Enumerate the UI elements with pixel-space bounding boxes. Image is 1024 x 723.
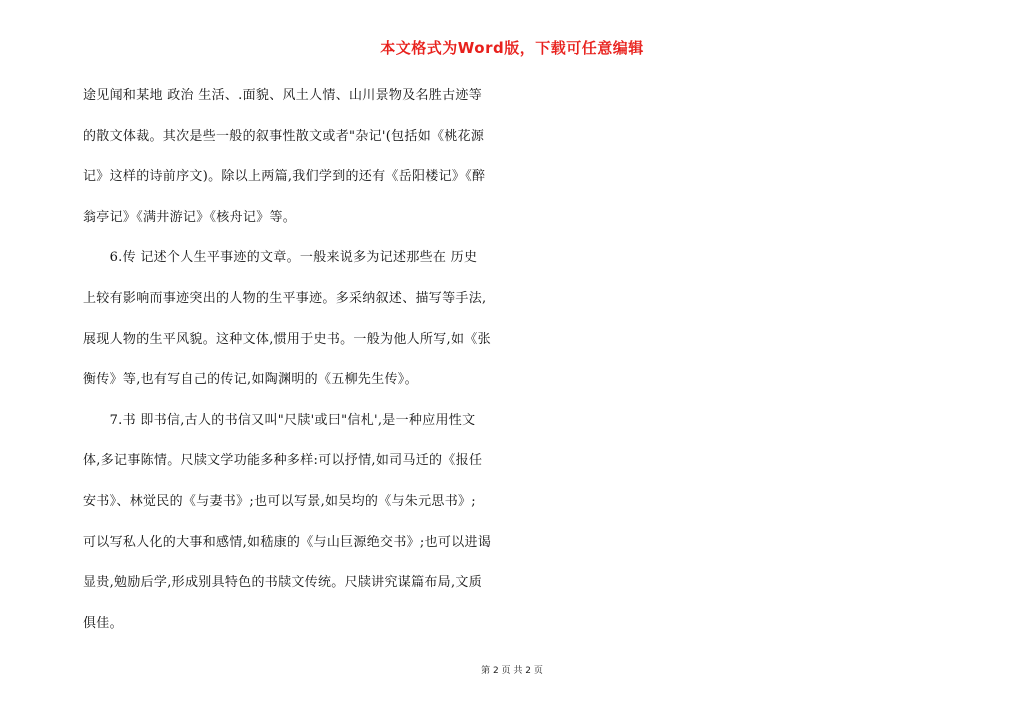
text-line: 翁亭记》《满井游记》《核舟记》等。	[83, 209, 297, 225]
text-line: 6.传 记述个人生平事迹的文章。一般来说多为记述那些在 历史	[83, 250, 478, 266]
text-line: 体,多记事陈情。尺牍文学功能多种多样:可以抒情,如司马迁的《报任	[83, 453, 483, 469]
text-line: 安书》、林觉民的《与妻书》;也可以写景,如吴均的《与朱元思书》;	[83, 493, 476, 509]
text-line: 记》这样的诗前序文)。除以上两篇,我们学到的还有《岳阳楼记》《醉	[83, 169, 486, 185]
text-line: 可以写私人化的大事和感情,如嵇康的《与山巨源绝交书》;也可以进谒	[83, 534, 492, 550]
text-line: 7.书 即书信,古人的书信又叫"尺牍'或曰"信札',是一种应用性文	[83, 412, 476, 428]
text-line: 途见闻和某地 政治 生活、.面貌、风土人情、山川景物及名胜古迹等	[83, 88, 482, 103]
text-line: 俱佳。	[83, 615, 123, 631]
text-line: 展现人物的生平风貌。这种文体,惯用于史书。一般为他人所写,如《张	[83, 331, 491, 347]
document-header-banner: 本文格式为Word版，下载可任意编辑	[380, 39, 644, 57]
page-number: 第 2 页 共 2 页	[481, 666, 543, 676]
text-line: 的散文体裁。其次是些一般的叙事性散文或者"杂记'(包括如《桃花源	[83, 128, 485, 144]
text-line: 显贵,勉励后学,形成别具特色的书牍文传统。尺牍讲究谋篇布局,文质	[83, 575, 482, 591]
document-body	[83, 76, 507, 644]
text-line: 衡传》等,也有写自己的传记,如陶渊明的《五柳先生传》。	[83, 372, 418, 388]
text-line: 上较有影响而事迹突出的人物的生平事迹。多采纳叙述、描写等手法,	[83, 290, 487, 306]
